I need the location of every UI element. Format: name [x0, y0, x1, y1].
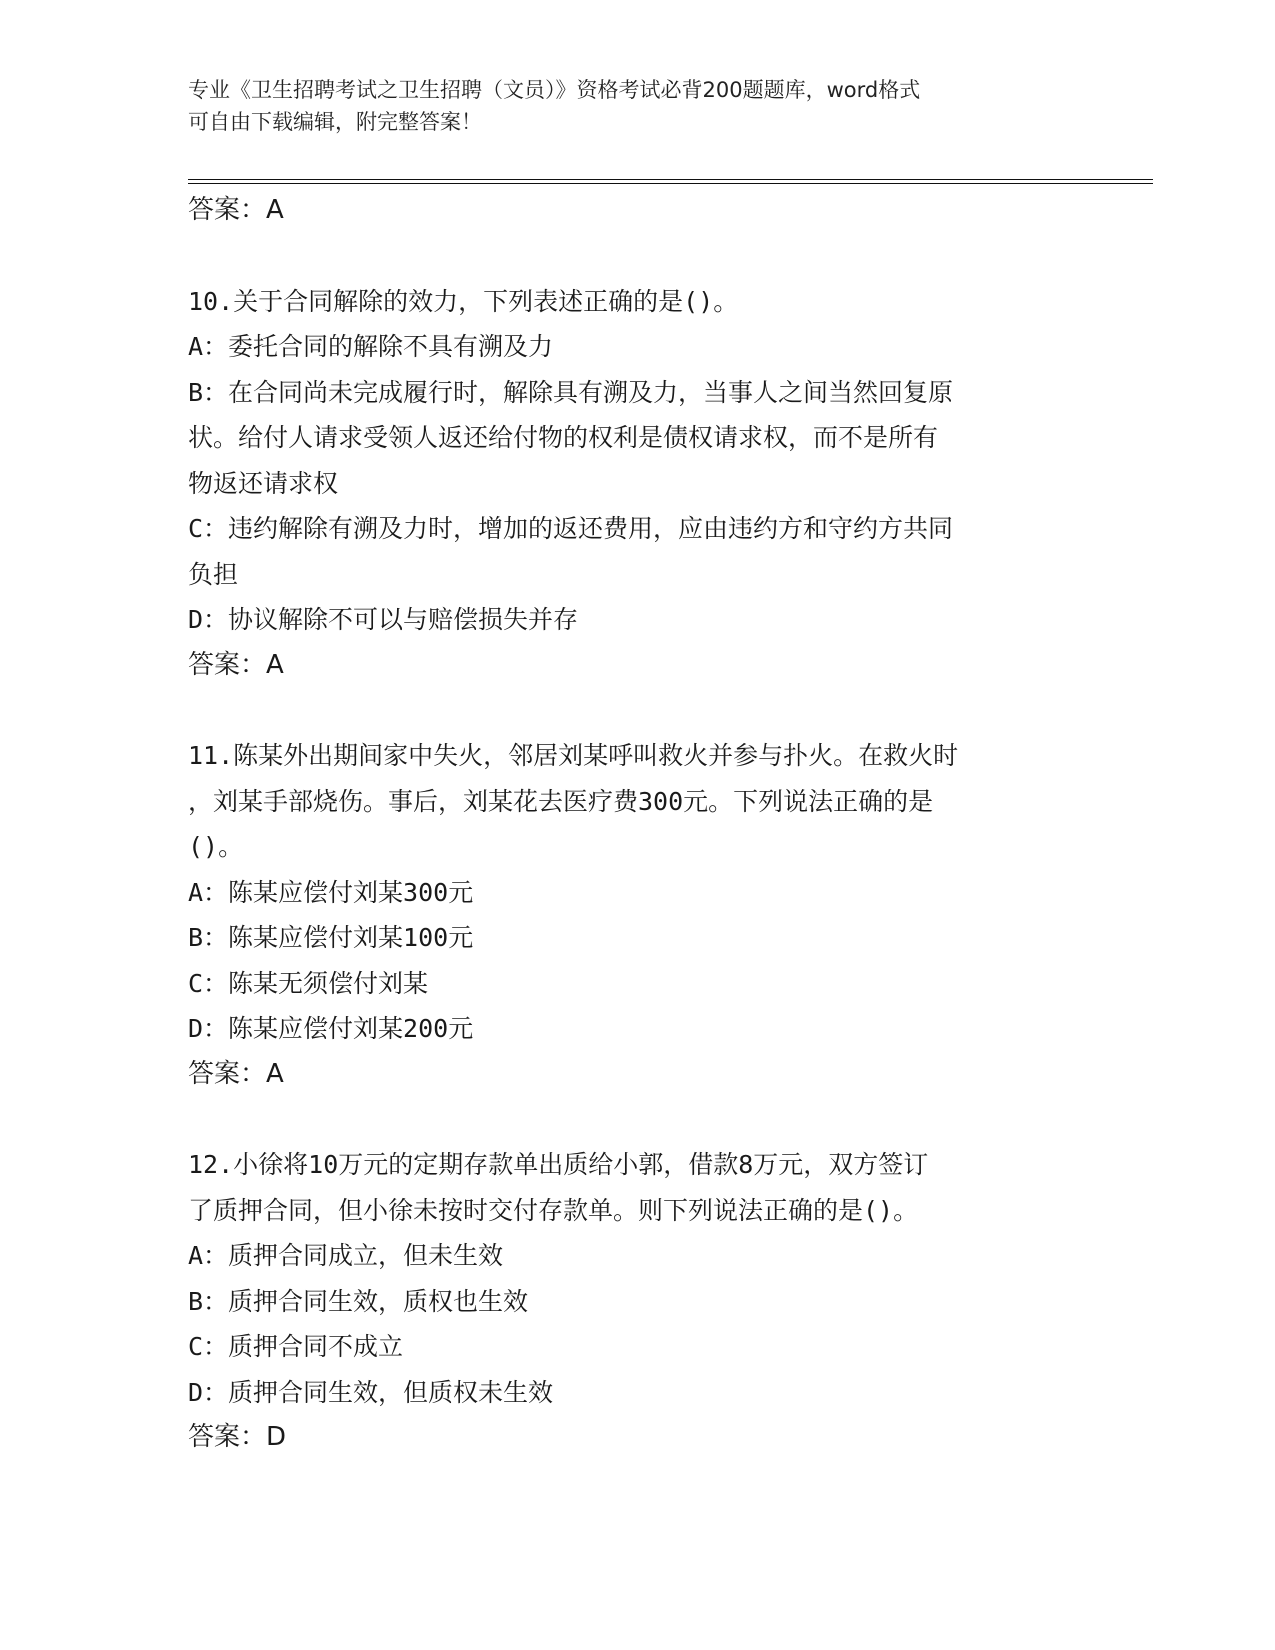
question-list: [188, 188, 1068, 1461]
option-a: A：陈某应偿付刘某300元: [188, 877, 474, 907]
question-stem: 12.小徐将10万元的定期存款单出质给小郭，借款8万元，双方签订: [188, 1150, 929, 1179]
option-c-continued: 负担: [188, 559, 239, 589]
question-stem: 10.关于合同解除的效力，下列表述正确的是()。: [188, 286, 739, 316]
option-b: B：陈某应偿付刘某100元: [188, 923, 474, 952]
document-header: [188, 74, 1068, 138]
answer-line: 答案：A: [188, 195, 284, 225]
option-d: D：协议解除不可以与赔偿损失并存: [188, 605, 579, 634]
answer-line: 答案：D: [188, 1422, 287, 1452]
question-stem-continued: ()。: [188, 832, 244, 861]
option-b: B：质押合同生效，质权也生效: [188, 1286, 529, 1316]
option-d: D：质押合同生效，但质权未生效: [188, 1377, 554, 1407]
header-rule-top: [188, 179, 1153, 180]
option-c: C：违约解除有溯及力时，增加的返还费用，应由违约方和守约方共同: [188, 514, 954, 543]
answer-line: 答案：A: [188, 1058, 284, 1089]
option-a: A：质押合同成立，但未生效: [188, 1241, 504, 1270]
header-rule-bottom: [188, 183, 1153, 184]
header-line: 专业《卫生招聘考试之卫生招聘（文员）》资格考试必背200题题库，word格式: [188, 78, 921, 102]
question-12: [188, 1142, 1068, 1461]
question-stem: 11.陈某外出期间家中失火，邻居刘某呼叫救火并参与扑火。在救火时: [188, 741, 959, 770]
option-b-continued: 状。给付人请求受领人返还给付物的权利是债权请求权，而不是所有: [188, 423, 939, 452]
option-a: A：委托合同的解除不具有溯及力: [188, 332, 554, 361]
spacer: [188, 1097, 1068, 1142]
option-d: D：陈某应偿付刘某200元: [188, 1014, 474, 1043]
question-11: [188, 733, 1068, 1097]
spacer: [188, 234, 1068, 279]
header-line: 可自由下载编辑，附完整答案！: [188, 110, 482, 134]
question-stem-continued: 了质押合同，但小徐未按时交付存款单。则下列说法正确的是()。: [188, 1195, 919, 1225]
answer-line: 答案：A: [188, 649, 284, 680]
option-b-continued: 物返还请求权: [188, 468, 339, 498]
question-10: [188, 279, 1068, 689]
spacer: [188, 688, 1068, 733]
option-b: B：在合同尚未完成履行时，解除具有溯及力，当事人之间当然回复原: [188, 377, 954, 407]
question-stem-continued: ，刘某手部烧伤。事后，刘某花去医疗费300元。下列说法正确的是: [188, 786, 934, 816]
option-c: C：质押合同不成立: [188, 1332, 404, 1361]
option-c: C：陈某无须偿付刘某: [188, 968, 429, 998]
